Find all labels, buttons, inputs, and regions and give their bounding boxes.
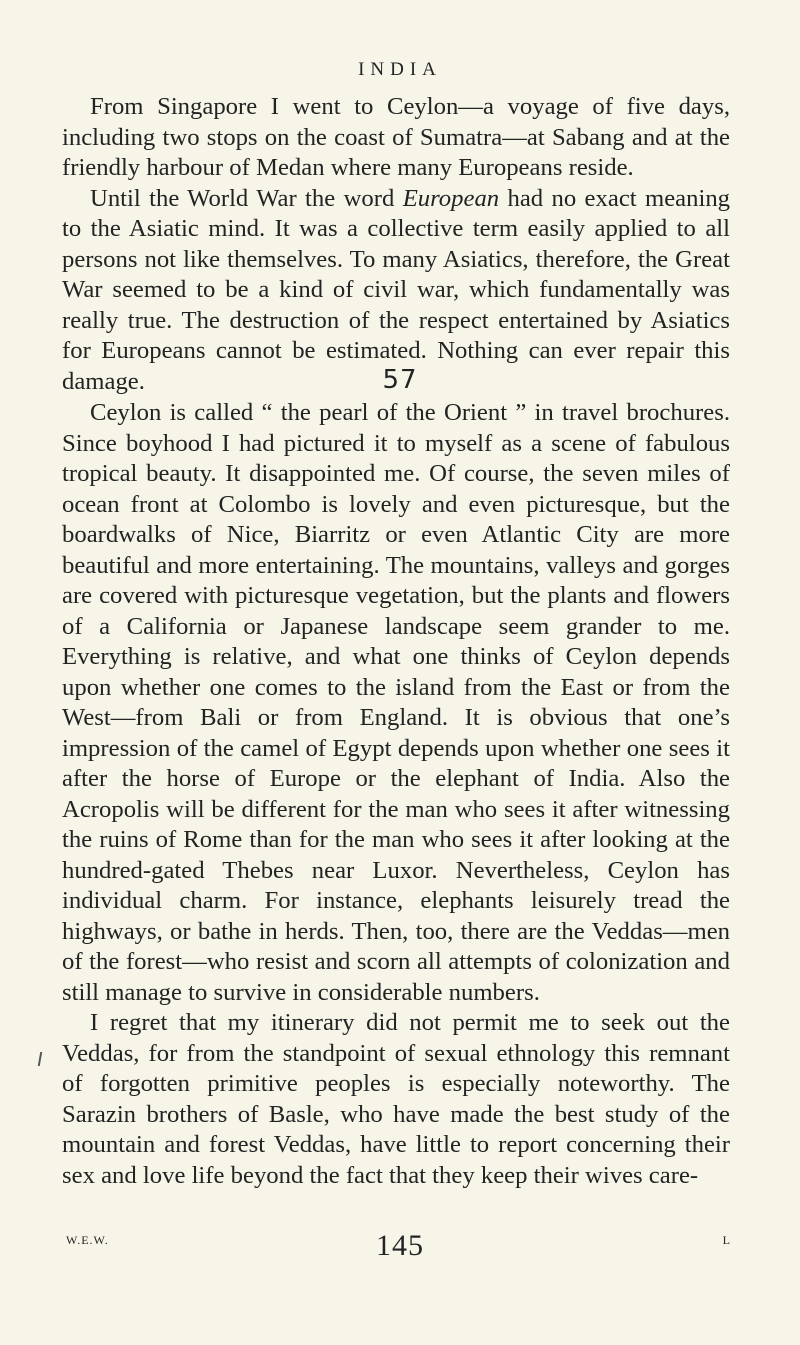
printer-signature: W.E.W. xyxy=(66,1233,109,1247)
margin-mark xyxy=(38,1052,42,1066)
running-head: INDIA xyxy=(358,59,442,80)
page-number: 145 xyxy=(376,1229,424,1262)
paragraph-text: had no exact meaning to the Asiatic mind. It was a collective term easily applied to all persons not like themselves. To many Asiatics, therefore, the Great War seemed to be a kind of civil war, which fundamentally was really true. The destruction of the respect entertained by Asiatics for Europeans cannot be estimated. Nothing can ever repair this damage. xyxy=(62,184,731,395)
italic-term: European xyxy=(402,184,500,212)
paragraph: From Singapore I went to Ceylon—a voyage of five days, including two stops on the coast of Sumatra—at Sabang and at the friendly harbour of Medan where many Europeans reside. xyxy=(62,93,730,181)
section-1-text xyxy=(62,92,730,397)
paragraph: I regret that my itinerary did not permit me to seek out the Veddas, for from the standpoint of sexual ethnology this remnant of forgotten primitive peoples is especially noteworthy. The Sarazin brothers of Basle, who have made the best study of the mountain and forest Veddas, have little to report concerning their sex and love life beyond the fact that they keep their wives care- xyxy=(62,1009,730,1189)
section-2-text xyxy=(62,398,730,1191)
paragraph: Ceylon is called “ the pearl of the Orient ” in travel brochures. Since boyhood I had pictured it to myself as a scene of fabulous tropical beauty. It disappointed me. Of course, the seven miles of ocean front at Colombo is lovely and even picturesque, but the boardwalks of Nice, Biarritz or even Atlantic City are more beautiful and more entertaining. The mountains, valleys and gorges are covered with picturesque vegetation, but the plants and flowers of a California or Japanese landscape seem grander to me. Everything is relative, and what one thinks of Ceylon depends upon whether one comes to the island from the East or from the West—from Bali or from England. It is obvious that one’s impression of the camel of Egypt depends upon whether one sees it after the horse of Europe or the elephant of India. Also the Acropolis will be different for the man who sees it after witnessing the ruins of Rome than for the man who sees it after looking at the hundred-gated Thebes near Luxor. Nevertheless, Ceylon has individual charm. For instance, elephants leisurely tread the highways, or bathe in herds. Then, too, there are the Veddas—men of the forest—who resist and scorn all attempts of colonization and still manage to survive in considerable numbers. xyxy=(62,399,730,1006)
section-number: 57 xyxy=(382,365,418,395)
signature-letter: L xyxy=(722,1233,730,1247)
paragraph-text: Until the World War the word xyxy=(90,184,403,212)
